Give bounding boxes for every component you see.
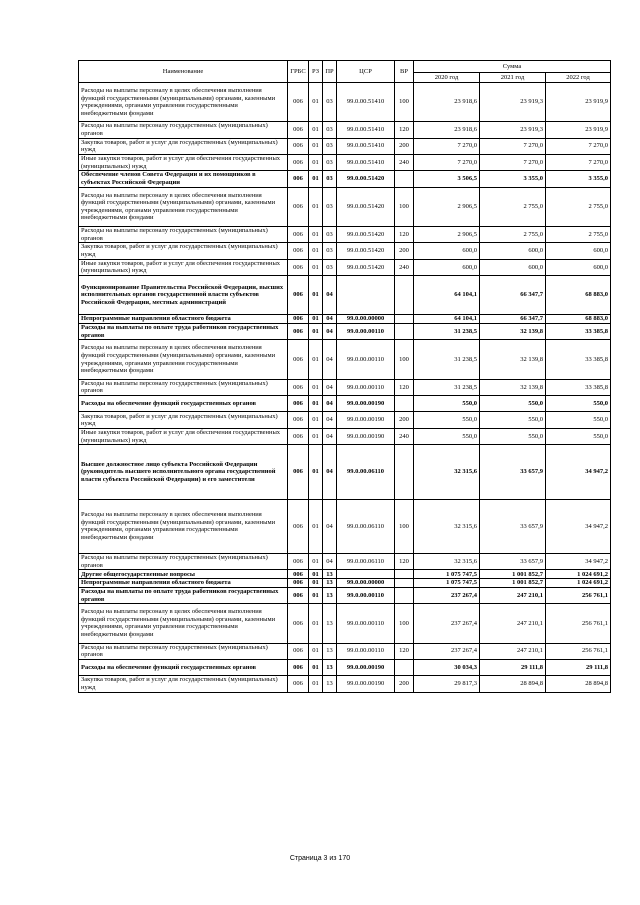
row-vr [395, 396, 414, 412]
row-value-2021: 550,0 [480, 412, 546, 428]
row-pr: 03 [323, 171, 337, 187]
table-row [79, 154, 611, 170]
row-csr [337, 276, 395, 315]
row-csr: 99.0.00.00000 [337, 315, 395, 324]
row-pr: 03 [323, 154, 337, 170]
row-rz: 01 [309, 412, 323, 428]
row-grbs: 006 [288, 276, 309, 315]
row-grbs: 006 [288, 445, 309, 499]
row-value-2022: 550,0 [546, 428, 611, 444]
row-grbs: 006 [288, 83, 309, 122]
row-grbs: 006 [288, 604, 309, 643]
row-pr: 13 [323, 579, 337, 588]
row-value-2022: 29 111,8 [546, 659, 611, 675]
row-name: Функционирование Правительства Российской Федерации, высших исполнительных органов государственной власти субъектов Российской Федерации, местных администраций [79, 276, 288, 315]
row-value-2021: 23 919,3 [480, 83, 546, 122]
row-csr: 99.0.00.00190 [337, 676, 395, 692]
row-value-2021: 2 755,0 [480, 226, 546, 242]
row-csr: 99.0.00.51420 [337, 259, 395, 275]
row-vr [395, 315, 414, 324]
row-vr [395, 570, 414, 579]
row-vr: 120 [395, 122, 414, 138]
row-name: Высшее должностное лицо субъекта Российской Федерации (руководитель высшего исполнительного органа государственной власти субъекта Российской Федерации) и его заместители [79, 445, 288, 499]
row-value-2020: 32 315,6 [414, 499, 480, 553]
row-value-2020: 550,0 [414, 428, 480, 444]
row-pr: 03 [323, 226, 337, 242]
header-sum: Сумма [414, 61, 611, 73]
page-number: Страница 3 из 170 [289, 855, 351, 862]
row-value-2022: 68 883,0 [546, 276, 611, 315]
row-value-2020: 32 315,6 [414, 445, 480, 499]
row-grbs: 006 [288, 588, 309, 604]
row-rz: 01 [309, 315, 323, 324]
row-value-2021: 1 001 852,7 [480, 579, 546, 588]
row-value-2022: 33 385,8 [546, 340, 611, 379]
row-value-2021: 550,0 [480, 396, 546, 412]
row-name: Расходы на выплаты персоналу государственных (муниципальных) органов [79, 643, 288, 659]
row-rz: 01 [309, 379, 323, 395]
row-grbs: 006 [288, 324, 309, 340]
row-pr: 04 [323, 396, 337, 412]
row-value-2020: 7 270,0 [414, 138, 480, 154]
row-grbs: 006 [288, 187, 309, 226]
row-value-2020: 2 906,5 [414, 187, 480, 226]
row-name: Расходы на выплаты персоналу в целях обеспечения выполнения функций государственными (муниципальными) органами, казенными учреждениями, органами управления государственными внебюджетными фондами [79, 187, 288, 226]
row-csr: 99.0.00.00110 [337, 379, 395, 395]
row-value-2021: 7 270,0 [480, 154, 546, 170]
row-value-2021: 66 347,7 [480, 315, 546, 324]
row-csr: 99.0.00.51420 [337, 243, 395, 259]
row-vr: 240 [395, 154, 414, 170]
row-value-2020: 23 918,6 [414, 122, 480, 138]
table-row [79, 579, 611, 588]
table-row [79, 396, 611, 412]
header-year-2021: 2021 год [480, 73, 546, 83]
row-value-2021: 66 347,7 [480, 276, 546, 315]
row-vr [395, 324, 414, 340]
row-value-2022: 2 755,0 [546, 226, 611, 242]
table-row [79, 122, 611, 138]
row-csr: 99.0.00.51410 [337, 122, 395, 138]
row-value-2021: 2 755,0 [480, 187, 546, 226]
row-pr: 13 [323, 676, 337, 692]
row-pr: 04 [323, 412, 337, 428]
row-rz: 01 [309, 554, 323, 570]
row-value-2021: 600,0 [480, 243, 546, 259]
row-csr: 99.0.00.51410 [337, 83, 395, 122]
table-row [79, 324, 611, 340]
row-value-2021: 550,0 [480, 428, 546, 444]
row-pr: 13 [323, 570, 337, 579]
row-name: Непрограммные направления областного бюджета [79, 315, 288, 324]
row-vr: 100 [395, 499, 414, 553]
row-value-2021: 32 139,8 [480, 340, 546, 379]
row-csr: 99.0.00.00190 [337, 412, 395, 428]
row-name: Расходы на выплаты персоналу государственных (муниципальных) органов [79, 122, 288, 138]
row-value-2022: 23 919,9 [546, 83, 611, 122]
row-rz: 01 [309, 243, 323, 259]
row-vr [395, 588, 414, 604]
row-value-2021: 29 111,8 [480, 659, 546, 675]
row-csr: 99.0.00.51420 [337, 226, 395, 242]
row-value-2022: 33 385,8 [546, 379, 611, 395]
row-value-2020: 600,0 [414, 243, 480, 259]
row-value-2020: 600,0 [414, 259, 480, 275]
table-row [79, 445, 611, 499]
row-vr: 120 [395, 643, 414, 659]
row-vr: 200 [395, 243, 414, 259]
row-grbs: 006 [288, 554, 309, 570]
row-pr: 13 [323, 604, 337, 643]
row-value-2022: 550,0 [546, 396, 611, 412]
table-row [79, 643, 611, 659]
row-value-2021: 32 139,8 [480, 324, 546, 340]
row-csr: 99.0.00.51410 [337, 154, 395, 170]
row-vr: 200 [395, 412, 414, 428]
row-pr: 04 [323, 315, 337, 324]
row-name: Закупка товаров, работ и услуг для государственных (муниципальных) нужд [79, 676, 288, 692]
header-year-2020: 2020 год [414, 73, 480, 83]
table-row [79, 499, 611, 553]
table-row [79, 676, 611, 692]
row-csr [337, 570, 395, 579]
row-value-2021: 23 919,3 [480, 122, 546, 138]
row-value-2020: 550,0 [414, 396, 480, 412]
row-value-2020: 1 075 747,5 [414, 570, 480, 579]
row-pr: 03 [323, 259, 337, 275]
row-grbs: 006 [288, 259, 309, 275]
row-value-2022: 550,0 [546, 412, 611, 428]
row-grbs: 006 [288, 676, 309, 692]
row-rz: 01 [309, 226, 323, 242]
row-vr [395, 445, 414, 499]
row-name: Расходы на выплаты по оплате труда работников государственных органов [79, 324, 288, 340]
row-rz: 01 [309, 83, 323, 122]
row-csr: 99.0.00.00110 [337, 588, 395, 604]
row-value-2022: 2 755,0 [546, 187, 611, 226]
table-row [79, 659, 611, 675]
row-value-2020: 31 238,5 [414, 340, 480, 379]
table-body [79, 83, 611, 693]
header-rz: РЗ [309, 61, 323, 83]
row-value-2020: 2 906,5 [414, 226, 480, 242]
row-value-2020: 64 104,1 [414, 315, 480, 324]
row-rz: 01 [309, 570, 323, 579]
row-grbs: 006 [288, 154, 309, 170]
row-value-2022: 1 024 691,2 [546, 570, 611, 579]
row-grbs: 006 [288, 499, 309, 553]
row-grbs: 006 [288, 428, 309, 444]
table-row [79, 243, 611, 259]
row-csr: 99.0.00.00110 [337, 643, 395, 659]
row-rz: 01 [309, 604, 323, 643]
row-value-2021: 32 139,8 [480, 379, 546, 395]
row-value-2021: 247 210,1 [480, 643, 546, 659]
row-vr: 100 [395, 340, 414, 379]
row-value-2021: 1 001 852,7 [480, 570, 546, 579]
row-value-2021: 33 657,9 [480, 499, 546, 553]
row-value-2021: 7 270,0 [480, 138, 546, 154]
row-vr: 200 [395, 138, 414, 154]
row-value-2020: 31 238,5 [414, 324, 480, 340]
row-rz: 01 [309, 676, 323, 692]
row-value-2020: 237 267,4 [414, 604, 480, 643]
row-csr: 99.0.00.06110 [337, 445, 395, 499]
row-grbs: 006 [288, 226, 309, 242]
row-value-2020: 237 267,4 [414, 588, 480, 604]
row-value-2020: 7 270,0 [414, 154, 480, 170]
table-row [79, 604, 611, 643]
row-grbs: 006 [288, 171, 309, 187]
row-grbs: 006 [288, 643, 309, 659]
row-value-2022: 3 355,0 [546, 171, 611, 187]
row-csr: 99.0.00.00110 [337, 324, 395, 340]
row-csr: 99.0.00.00000 [337, 579, 395, 588]
row-value-2022: 7 270,0 [546, 138, 611, 154]
row-csr: 99.0.00.00110 [337, 340, 395, 379]
row-value-2020: 32 315,6 [414, 554, 480, 570]
row-pr: 03 [323, 83, 337, 122]
row-value-2020: 3 506,5 [414, 171, 480, 187]
row-pr: 04 [323, 379, 337, 395]
row-vr: 120 [395, 554, 414, 570]
row-name: Расходы на обеспечение функций государственных органов [79, 396, 288, 412]
row-value-2020: 30 034,3 [414, 659, 480, 675]
row-vr: 100 [395, 187, 414, 226]
row-vr: 100 [395, 604, 414, 643]
row-vr: 120 [395, 379, 414, 395]
row-value-2022: 68 883,0 [546, 315, 611, 324]
table-row [79, 554, 611, 570]
row-csr: 99.0.00.00110 [337, 604, 395, 643]
row-name: Расходы на выплаты персоналу в целях обеспечения выполнения функций государственными (муниципальными) органами, казенными учреждениями, органами управления государственными внебюджетными фондами [79, 340, 288, 379]
row-rz: 01 [309, 499, 323, 553]
table-row [79, 259, 611, 275]
row-grbs: 006 [288, 243, 309, 259]
row-rz: 01 [309, 579, 323, 588]
row-value-2022: 34 947,2 [546, 554, 611, 570]
row-pr: 04 [323, 445, 337, 499]
row-pr: 03 [323, 138, 337, 154]
row-value-2022: 7 270,0 [546, 154, 611, 170]
row-value-2021: 33 657,9 [480, 554, 546, 570]
row-name: Расходы на выплаты персоналу в целях обеспечения выполнения функций государственными (муниципальными) органами, казенными учреждениями, органами управления государственными внебюджетными фондами [79, 499, 288, 553]
row-rz: 01 [309, 643, 323, 659]
row-rz: 01 [309, 396, 323, 412]
row-value-2022: 23 919,9 [546, 122, 611, 138]
row-vr [395, 579, 414, 588]
row-rz: 01 [309, 259, 323, 275]
row-value-2022: 256 761,1 [546, 588, 611, 604]
row-grbs: 006 [288, 412, 309, 428]
row-value-2020: 23 918,6 [414, 83, 480, 122]
row-grbs: 006 [288, 579, 309, 588]
row-name: Иные закупки товаров, работ и услуг для обеспечения государственных (муниципальных) нужд [79, 428, 288, 444]
row-pr: 13 [323, 588, 337, 604]
row-pr: 04 [323, 428, 337, 444]
table-row [79, 83, 611, 122]
row-value-2021: 3 355,0 [480, 171, 546, 187]
row-value-2022: 600,0 [546, 259, 611, 275]
table-row [79, 588, 611, 604]
row-vr: 200 [395, 676, 414, 692]
row-pr: 04 [323, 276, 337, 315]
row-grbs: 006 [288, 315, 309, 324]
row-vr [395, 276, 414, 315]
row-rz: 01 [309, 445, 323, 499]
row-value-2020: 237 267,4 [414, 643, 480, 659]
table-row [79, 171, 611, 187]
row-name: Закупка товаров, работ и услуг для государственных (муниципальных) нужд [79, 412, 288, 428]
row-rz: 01 [309, 154, 323, 170]
row-value-2022: 34 947,2 [546, 445, 611, 499]
row-csr: 99.0.00.00190 [337, 659, 395, 675]
row-name: Обеспечение членов Совета Федерации и их помощников в субъектах Российской Федерации [79, 171, 288, 187]
row-grbs: 006 [288, 379, 309, 395]
header-year-2022: 2022 год [546, 73, 611, 83]
table-row [79, 138, 611, 154]
row-value-2022: 600,0 [546, 243, 611, 259]
row-vr: 100 [395, 83, 414, 122]
row-rz: 01 [309, 122, 323, 138]
row-value-2022: 256 761,1 [546, 643, 611, 659]
row-grbs: 006 [288, 340, 309, 379]
row-name: Непрограммные направления областного бюджета [79, 579, 288, 588]
budget-table [78, 60, 611, 693]
row-grbs: 006 [288, 138, 309, 154]
row-rz: 01 [309, 324, 323, 340]
row-pr: 04 [323, 554, 337, 570]
table-row [79, 226, 611, 242]
row-rz: 01 [309, 588, 323, 604]
row-name: Закупка товаров, работ и услуг для государственных (муниципальных) нужд [79, 138, 288, 154]
row-pr: 13 [323, 643, 337, 659]
row-csr: 99.0.00.06110 [337, 554, 395, 570]
row-value-2020: 31 238,5 [414, 379, 480, 395]
row-vr [395, 659, 414, 675]
row-name: Расходы на выплаты персоналу государственных (муниципальных) органов [79, 554, 288, 570]
row-value-2020: 550,0 [414, 412, 480, 428]
row-pr: 03 [323, 187, 337, 226]
header-vr: ВР [395, 61, 414, 83]
row-rz: 01 [309, 138, 323, 154]
row-value-2022: 1 024 691,2 [546, 579, 611, 588]
row-value-2020: 29 817,3 [414, 676, 480, 692]
row-vr: 240 [395, 428, 414, 444]
table-row [79, 379, 611, 395]
row-vr [395, 171, 414, 187]
row-csr: 99.0.00.06110 [337, 499, 395, 553]
table-header [79, 61, 611, 83]
row-grbs: 006 [288, 396, 309, 412]
table-row [79, 187, 611, 226]
row-value-2021: 28 894,8 [480, 676, 546, 692]
table-row [79, 428, 611, 444]
row-value-2022: 28 894,8 [546, 676, 611, 692]
row-csr: 99.0.00.00190 [337, 396, 395, 412]
row-pr: 13 [323, 659, 337, 675]
row-name: Расходы на выплаты персоналу в целях обеспечения выполнения функций государственными (муниципальными) органами, казенными учреждениями, органами управления государственными внебюджетными фондами [79, 604, 288, 643]
row-rz: 01 [309, 171, 323, 187]
row-csr: 99.0.00.00190 [337, 428, 395, 444]
row-value-2022: 256 761,1 [546, 604, 611, 643]
table-row [79, 570, 611, 579]
row-name: Расходы на выплаты по оплате труда работников государственных органов [79, 588, 288, 604]
row-vr: 120 [395, 226, 414, 242]
row-pr: 03 [323, 243, 337, 259]
table-row [79, 315, 611, 324]
row-value-2020: 64 104,1 [414, 276, 480, 315]
row-value-2020: 1 075 747,5 [414, 579, 480, 588]
header-grbs: ГРБС [288, 61, 309, 83]
row-value-2021: 33 657,9 [480, 445, 546, 499]
row-rz: 01 [309, 276, 323, 315]
header-pr: ПР [323, 61, 337, 83]
row-csr: 99.0.00.51410 [337, 138, 395, 154]
row-rz: 01 [309, 659, 323, 675]
table-row [79, 276, 611, 315]
row-name: Иные закупки товаров, работ и услуг для обеспечения государственных (муниципальных) нужд [79, 154, 288, 170]
row-pr: 04 [323, 324, 337, 340]
row-grbs: 006 [288, 570, 309, 579]
header-csr: ЦСР [337, 61, 395, 83]
row-name: Закупка товаров, работ и услуг для государственных (муниципальных) нужд [79, 243, 288, 259]
row-csr: 99.0.00.51420 [337, 171, 395, 187]
row-value-2022: 33 385,8 [546, 324, 611, 340]
row-rz: 01 [309, 187, 323, 226]
row-pr: 04 [323, 340, 337, 379]
row-rz: 01 [309, 340, 323, 379]
row-name: Расходы на выплаты персоналу в целях обеспечения выполнения функций государственными (муниципальными) органами, казенными учреждениями, органами управления государственными внебюджетными фондами [79, 83, 288, 122]
row-csr: 99.0.00.51420 [337, 187, 395, 226]
row-grbs: 006 [288, 659, 309, 675]
row-value-2021: 247 210,1 [480, 604, 546, 643]
row-value-2022: 34 947,2 [546, 499, 611, 553]
row-pr: 03 [323, 122, 337, 138]
row-pr: 04 [323, 499, 337, 553]
row-vr: 240 [395, 259, 414, 275]
table-row [79, 412, 611, 428]
row-name: Расходы на обеспечение функций государственных органов [79, 659, 288, 675]
row-name: Расходы на выплаты персоналу государственных (муниципальных) органов [79, 226, 288, 242]
row-name: Другие общегосударственные вопросы [79, 570, 288, 579]
table-row [79, 340, 611, 379]
row-name: Иные закупки товаров, работ и услуг для обеспечения государственных (муниципальных) нужд [79, 259, 288, 275]
row-grbs: 006 [288, 122, 309, 138]
row-rz: 01 [309, 428, 323, 444]
row-value-2021: 600,0 [480, 259, 546, 275]
header-name: Наименование [79, 61, 288, 83]
row-name: Расходы на выплаты персоналу государственных (муниципальных) органов [79, 379, 288, 395]
row-value-2021: 247 210,1 [480, 588, 546, 604]
